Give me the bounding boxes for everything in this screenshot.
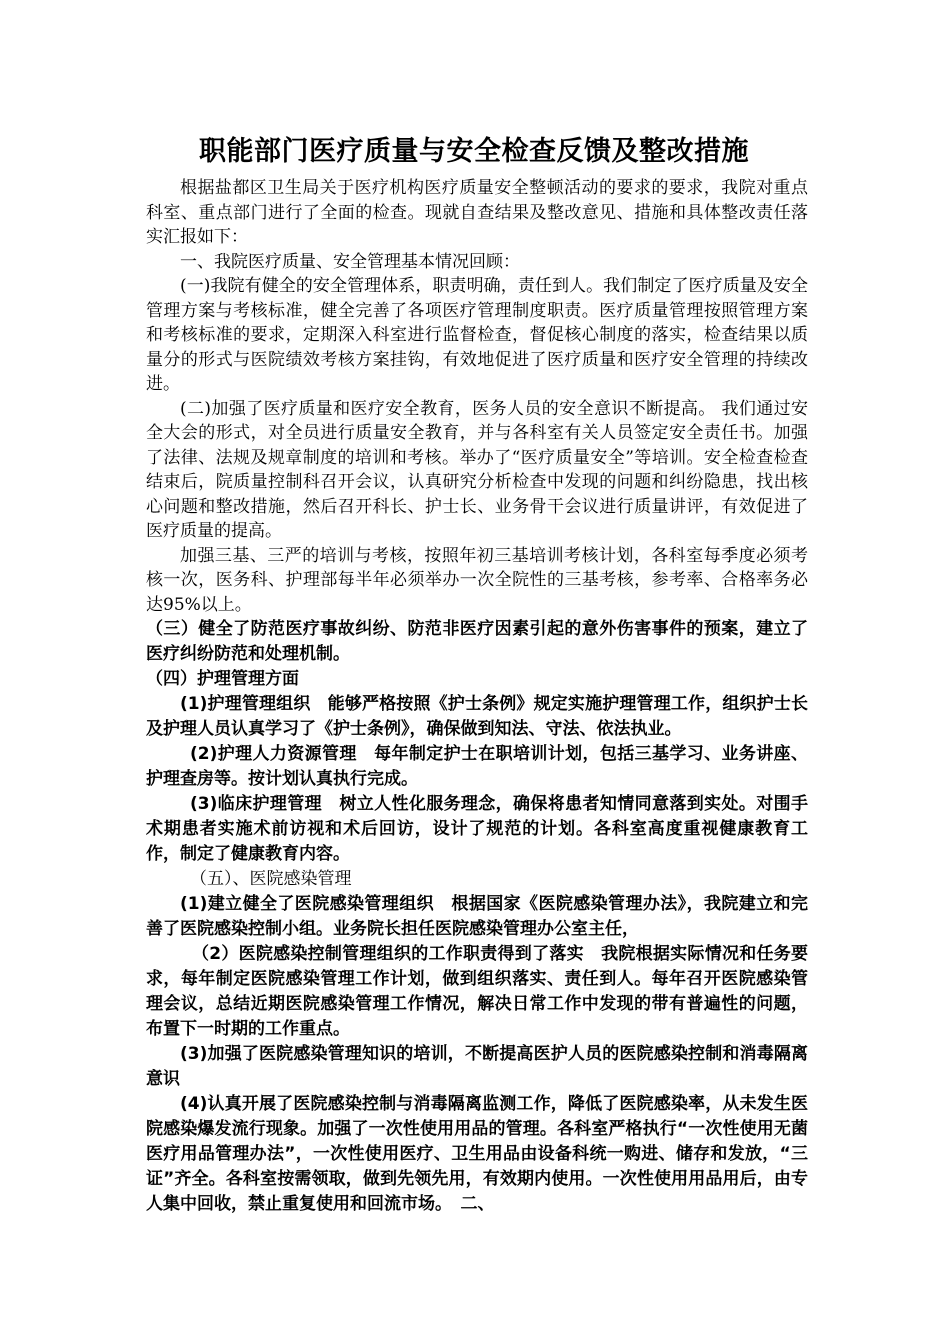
nursing-item-1: (1)护理管理组织 能够严格按照《护士条例》规定实施护理管理工作，组织护士长及护理人员认真学习了《护士条例》，确保做到知法、守法、依法执业。 — [146, 694, 808, 739]
paragraph-training: 加强三基、三严的培训与考核，按照年初三基培训考核计划，各科室每季度必须考核一次，医务科、护理部每半年必须举办一次全院性的三基考核，参考率、合格率务必达95%以上。 — [146, 545, 808, 615]
nursing-item-2: (2)护理人力资源管理 每年制定护士在职培训计划，包括三基学习、业务讲座、护理查房等。按计划认真执行完成。 — [146, 744, 808, 789]
infection-item-1: (1)建立健全了医院感染管理组织 根据国家《医院感染管理办法》，我院建立和完善了医院感染控制小组。业务院长担任医院感染管理办公室主任， — [146, 894, 808, 939]
document-title: 职能部门医疗质量与安全检查反馈及整改措施 — [199, 136, 749, 167]
infection-item-4: (4)认真开展了医院感染控制与消毒隔离监测工作，降低了医院感染率，从未发生医院感染爆发流行现象。加强了一次性使用用品的管理。各科室严格执行“一次性使用无菌医疗用品管理办法”，一次性使用医疗、卫生用品由设备科统一购进、储存和发放，“三证”齐全。各科室按需领取，做到先领先用，有效期内使用。一次性使用用品用后，由专人集中回收，禁止重复使用和回流市场。 二、 — [146, 1094, 808, 1214]
paragraph-item-3: （三）健全了防范医疗事故纠纷、防范非医疗因素引起的意外伤害事件的预案，建立了医疗纠纷防范和处理机制。 — [146, 619, 808, 664]
nursing-item-3: (3)临床护理管理 树立人性化服务理念，确保将患者知情同意落到实处。对围手术期患者实施术前访视和术后回访，设计了规范的计划。各科室高度重视健康教育工作，制定了健康教育内容。 — [146, 794, 808, 864]
section-heading-1: 一、我院医疗质量、安全管理基本情况回顾： — [180, 251, 520, 272]
section-heading-nursing: （四）护理管理方面 — [146, 669, 299, 689]
paragraph-item-1: (一)我院有健全的安全管理体系，职责明确，责任到人。我们制定了医疗质量及安全管理方案与考核标准，健全完善了各项医疗管理制度职责。医疗质量管理按照管理方案和考核标准的要求，定期深入科室进行监督检查，督促核心制度的落实，检查结果以质量分的形式与医院绩效考核方案挂钩，有效地促进了医疗质量和医疗安全管理的持续改进。 — [146, 276, 808, 394]
intro-paragraph: 根据盐都区卫生局关于医疗机构医疗质量安全整顿活动的要求的要求，我院对重点科室、重点部门进行了全面的检查。现就自查结果及整改意见、措施和具体整改责任落实汇报如下： — [146, 178, 808, 247]
infection-item-2: （2）医院感染控制管理组织的工作职责得到了落实 我院根据实际情况和任务要求，每年制定医院感染管理工作计划，做到组织落实、责任到人。每年召开医院感染管理会议，总结近期医院感染管理工作情况，解决日常工作中发现的带有普遍性的问题，布置下一时期的工作重点。 — [146, 944, 808, 1039]
paragraph-item-2: (二)加强了医疗质量和医疗安全教育，医务人员的安全意识不断提高。 我们通过安全大会的形式，对全员进行质量安全教育，并与各科室有关人员签定安全责任书。加强了法律、法规及规章制度的培训和考核。举办了“医疗质量安全”等培训。安全检查检查结束后，院质量控制科召开会议，认真研究分析检查中发现的问题和纠纷隐患，找出核心问题和整改措施，然后召开科长、护士长、业务骨干会议进行质量讲评，有效促进了医疗质量的提高。 — [146, 398, 808, 541]
document-page — [146, 128, 808, 1217]
section-heading-infection: （五）、医院感染管理 — [190, 869, 352, 889]
infection-item-3: (3)加强了医院感染管理知识的培训，不断提高医护人员的医院感染控制和消毒隔离意识 — [146, 1044, 808, 1089]
